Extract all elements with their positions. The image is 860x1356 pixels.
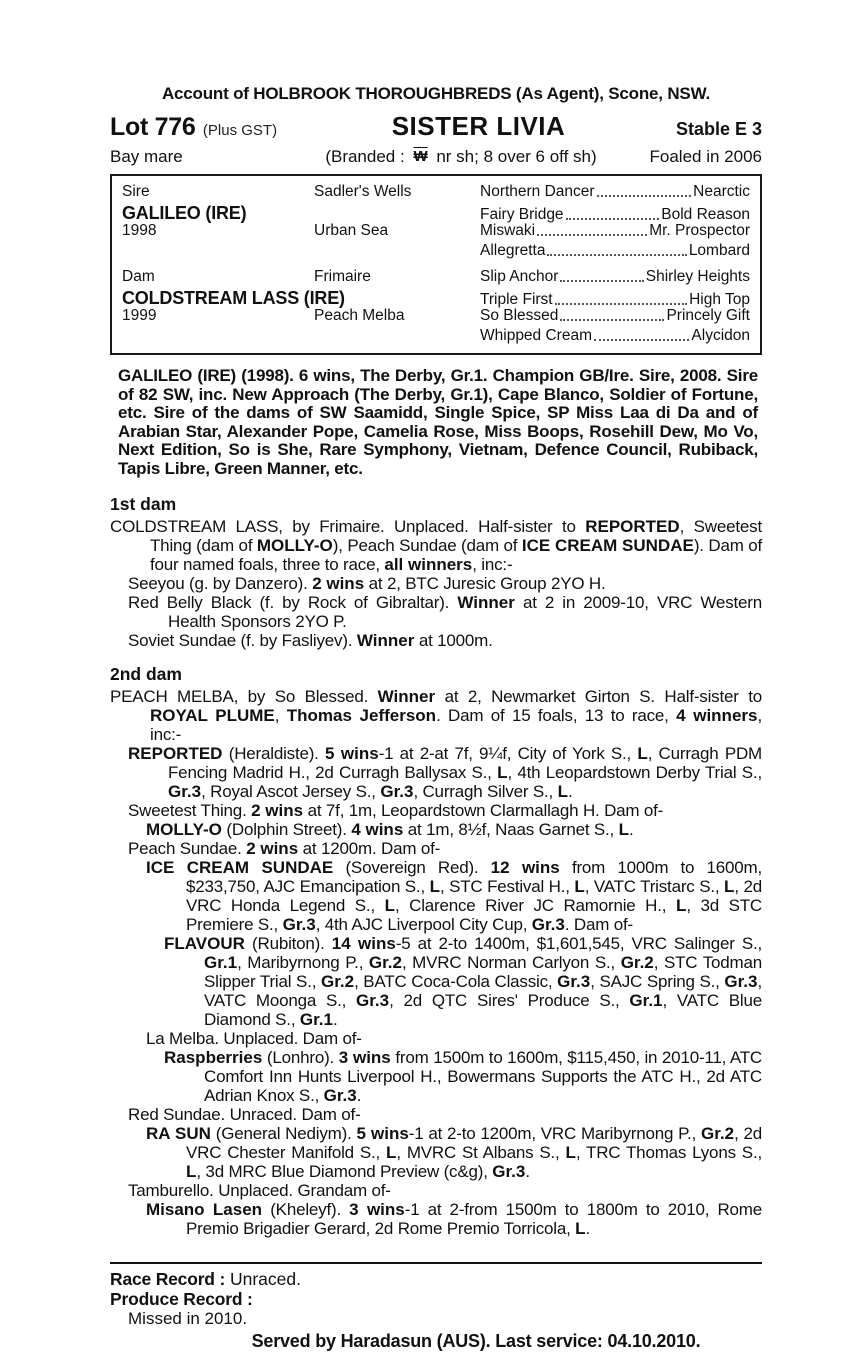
- race-record-label: Race Record :: [110, 1269, 226, 1289]
- progeny-paragraph: Soviet Sundae (f. by Fasliyev). Winner at 1000m.: [128, 631, 493, 650]
- sire-name: GALILEO (IRE): [122, 202, 247, 223]
- dot-leader: [594, 339, 689, 341]
- dot-leader: [555, 303, 687, 305]
- progeny-paragraph: Red Belly Black (f. by Rock of Gibraltar). Winner at 2 in 2009-10, VRC Western Health Sponsors 2YO P.: [128, 593, 762, 631]
- dam-name: COLDSTREAM LASS (IRE): [122, 287, 345, 308]
- progeny-paragraph: Tamburello. Unplaced. Grandam of-: [128, 1181, 391, 1200]
- pedigree-row: [122, 242, 750, 262]
- race-record-value: Unraced.: [225, 1269, 301, 1289]
- lot-block: [110, 113, 325, 142]
- dot-leader: [537, 234, 647, 236]
- progeny-paragraph: Seeyou (g. by Danzero). 2 wins at 2, BTC Juresic Group 2YO H.: [128, 574, 606, 593]
- dam-year: 1999: [122, 307, 157, 324]
- served-by-line: Served by Haradasun (AUS). Last service: 04.10.2010.: [251, 1331, 701, 1351]
- progeny-paragraph: La Melba. Unplaced. Dam of-: [146, 1029, 362, 1048]
- progeny-paragraph: Raspberries (Lonhro). 3 wins from 1500m to 1600m, $115,450, in 2010-11, ATC Comfort Inn Hunts Liverpool H., Bowermans Supports the ATC H., 2d ATC Adrian Knox S., Gr.3.: [164, 1048, 762, 1105]
- catalogue-page: [110, 84, 762, 1352]
- brand-prefix: (Branded :: [325, 147, 405, 166]
- gp-name: Northern Dancer: [480, 183, 595, 200]
- gp-name: Mr. Prospector: [649, 222, 750, 239]
- foaled-label: Foaled in 2006: [649, 147, 762, 166]
- lot-header-row: [110, 111, 762, 142]
- progeny-paragraph: REPORTED (Heraldiste). 5 wins-1 at 2-at 7f, 9¼f, City of York S., L, Curragh PDM Fencing Madrid H., 2d Curragh Ballysax S., L, 4th Leopardstown Derby Trial S., Gr.3, Royal Ascot Jersey S., Gr.3, Curragh Silver S., L.: [128, 744, 762, 801]
- divider-rule: [110, 1262, 762, 1264]
- pedigree-row: [122, 288, 750, 308]
- first-dam-heading: 1st dam: [110, 494, 177, 514]
- dot-leader: [566, 218, 660, 220]
- grandparent-pair: [480, 268, 750, 286]
- sire-dam-name: Urban Sea: [314, 222, 389, 239]
- progeny-paragraph: MOLLY-O (Dolphin Street). 4 wins at 1m, 8½f, Naas Garnet S., L.: [146, 820, 634, 839]
- description-row: [110, 147, 762, 167]
- gp-name: Bold Reason: [661, 205, 750, 223]
- grandparent-pair: [480, 183, 750, 201]
- sire-summary-paragraph: GALILEO (IRE) (1998). 6 wins, The Derby, Gr.1. Champion GB/Ire. Sire, 2008. Sire of 82 SW, inc. New Approach (The Derby, Gr.1), Cape Blanco, Soldier of Fortune, etc. Sire of the dams of SW Saamidd, Single Spice, SP Miss Laa di Da and of Arabian Star, Alexander Pope, Camelia Rose, Miss Boops, Rosehill Dew, Mo Vo, Next Edition, So is She, Rare Symphony, Vietnam, Defence Council, Rubiback, Tapis Libre, Green Manner, etc.: [118, 366, 758, 478]
- dot-leader: [560, 280, 643, 282]
- gp-name: So Blessed: [480, 307, 559, 324]
- brand-line: [290, 147, 632, 167]
- grandparent-pair: [480, 206, 750, 224]
- gp-name: Whipped Cream: [480, 326, 592, 344]
- sire-year: 1998: [122, 222, 157, 239]
- dam-label: Dam: [122, 268, 155, 285]
- grandparent-pair: [480, 307, 750, 325]
- dam-dam-name: Peach Melba: [314, 307, 405, 324]
- horse-name: SISTER LIVIA: [391, 111, 566, 141]
- sire-sire-name: Sadler's Wells: [314, 183, 412, 200]
- progeny-paragraph: Sweetest Thing. 2 wins at 7f, 1m, Leopardstown Clarmallagh H. Dam of-: [128, 801, 664, 820]
- pedigree-table: [110, 174, 762, 355]
- account-line: Account of HOLBROOK THOROUGHBREDS (As Agent), Scone, NSW.: [161, 84, 711, 103]
- gp-name: High Top: [689, 290, 750, 308]
- pedigree-row: [122, 222, 750, 242]
- gp-name: Lombard: [688, 241, 750, 259]
- sire-label: Sire: [122, 183, 150, 200]
- pedigree-row: [122, 307, 750, 327]
- dot-leader: [547, 254, 686, 256]
- dam-sire-name: Frimaire: [314, 268, 371, 285]
- progeny-paragraph: Peach Sundae. 2 wins at 1200m. Dam of-: [128, 839, 441, 858]
- grandparent-pair: [480, 327, 750, 345]
- gp-name: Shirley Heights: [645, 268, 750, 285]
- gp-name: Miswaki: [480, 222, 536, 239]
- pedigree-row: [122, 203, 750, 223]
- produce-record-note: Missed in 2010.: [128, 1309, 248, 1328]
- gp-name: Alycidon: [691, 326, 750, 344]
- pedigree-row: [122, 327, 750, 347]
- gp-name: Princely Gift: [666, 307, 750, 324]
- dot-leader: [597, 195, 692, 197]
- progeny-paragraph: Red Sundae. Unraced. Dam of-: [128, 1105, 361, 1124]
- dam-paragraph: PEACH MELBA, by So Blessed. Winner at 2, Newmarket Girton S. Half-sister to ROYAL PLUME, Thomas Jefferson. Dam of 15 foals, 13 to race, 4 winners, inc:-: [110, 687, 762, 744]
- grandparent-pair: [480, 291, 750, 309]
- brand-suffix: nr sh; 8 over 6 off sh): [436, 147, 597, 166]
- gp-name: Nearctic: [693, 183, 750, 200]
- progeny-paragraph: Misano Lasen (Kheleyf). 3 wins-1 at 2-from 1500m to 1800m to 2010, Rome Premio Brigadier Gerard, 2d Rome Premio Torricola, L.: [146, 1200, 763, 1238]
- stable-label: Stable E 3: [675, 119, 762, 139]
- progeny-paragraph: RA SUN (General Nediym). 5 wins-1 at 2-to 1200m, VRC Maribyrnong P., Gr.2, 2d VRC Chester Manifold S., L, MVRC St Albans S., L, TRC Thomas Lyons S., L, 3d MRC Blue Diamond Preview (c&g), Gr.3.: [146, 1124, 762, 1181]
- gp-name: Fairy Bridge: [480, 205, 564, 223]
- pedigree-row: [122, 183, 750, 203]
- grandparent-pair: [480, 222, 750, 240]
- brand-symbol: ₩: [413, 148, 428, 165]
- pedigree-row: [122, 268, 750, 288]
- gp-name: Triple First: [480, 290, 553, 308]
- progeny-paragraph: FLAVOUR (Rubiton). 14 wins-5 at 2-to 1400m, $1,601,545, VRC Salinger S., Gr.1, Maribyrnong P., Gr.2, MVRC Norman Carlyon S., Gr.2, STC Todman Slipper Trial S., Gr.2, BATC Coca-Cola Classic, Gr.3, SAJC Spring S., Gr.3, VATC Moonga S., Gr.3, 2d QTC Sires' Produce S., Gr.1, VATC Blue Diamond S., Gr.1.: [164, 934, 763, 1029]
- gp-name: Slip Anchor: [480, 268, 559, 285]
- grandparent-pair: [480, 242, 750, 260]
- second-dam-heading: 2nd dam: [110, 664, 182, 684]
- lot-number: Lot 776: [110, 113, 196, 141]
- produce-record-line: [110, 1289, 762, 1309]
- gp-name: Allegretta: [480, 241, 546, 259]
- plus-gst-label: (Plus GST): [202, 122, 278, 139]
- dam-paragraph: COLDSTREAM LASS, by Frimaire. Unplaced. Half-sister to REPORTED, Sweetest Thing (dam of MOLLY-O), Peach Sundae (dam of ICE CREAM SUNDAE). Dam of four named foals, three to race, all winners, inc:-: [110, 517, 762, 574]
- race-record-line: [110, 1269, 762, 1289]
- produce-record-label: Produce Record :: [110, 1289, 253, 1309]
- sex-colour-label: Bay mare: [110, 147, 183, 166]
- dot-leader: [560, 319, 664, 321]
- progeny-paragraph: ICE CREAM SUNDAE (Sovereign Red). 12 wins from 1000m to 1600m, $233,750, AJC Emancipation S., L, STC Festival H., L, VATC Tristarc S., L, 2d VRC Honda Legend S., L, Clarence River JC Ramornie H., L, 3d STC Premiere S., Gr.3, 4th AJC Liverpool City Cup, Gr.3. Dam of-: [146, 858, 763, 934]
